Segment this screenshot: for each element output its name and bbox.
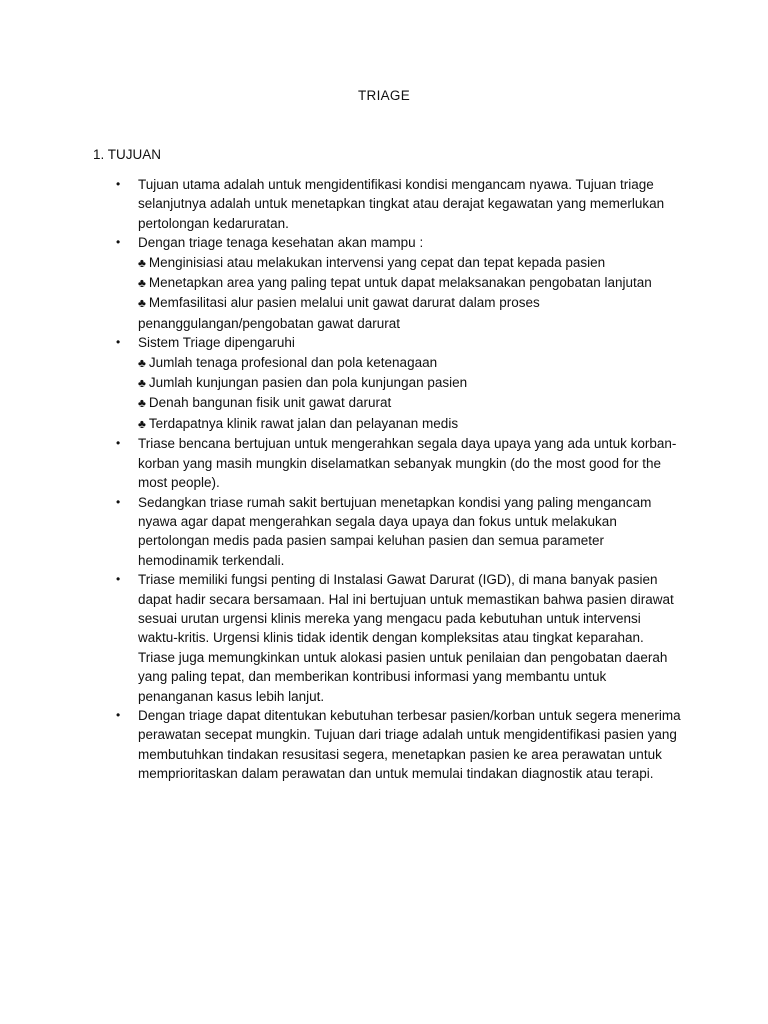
bullet-icon: •	[116, 335, 121, 350]
list-item-text: Dengan triage tenaga kesehatan akan mampu :	[138, 235, 424, 251]
sub-item-text: Menetapkan area yang paling tepat untuk dapat melaksanakan pengobatan lanjutan	[148, 275, 652, 291]
list-item-text: Tujuan utama adalah untuk mengidentifikasi kondisi mengancam nyawa. Tujuan triage selanjutnya adalah untuk menetapkan tingkat atau derajat kegawatan yang memerlukan pertolongan kedaruratan.	[138, 177, 665, 231]
list-item	[93, 333, 683, 434]
sub-item-text: Jumlah kunjungan pasien dan pola kunjungan pasien	[148, 375, 468, 391]
list-item-text: Sedangkan triase rumah sakit bertujuan menetapkan kondisi yang paling mengancam nyawa agar dapat mengerahkan segala daya upaya dan fokus untuk melakukan pertolongan medis pada pasien sampai keluhan pasien dan semua parameter hemodinamik terkendali.	[138, 494, 652, 568]
sub-item-text: Denah bangunan fisik unit gawat darurat	[148, 395, 392, 411]
page-title: TRIAGE	[357, 88, 411, 103]
club-icon: ♣	[138, 276, 146, 291]
sub-item-text: Memfasilitasi alur pasien melalui unit gawat darurat dalam proses penanggulangan/pengobatan gawat darurat	[138, 295, 540, 331]
bullet-icon: •	[116, 707, 121, 722]
section-heading: 1. TUJUAN	[93, 147, 162, 162]
bullet-icon: •	[116, 572, 121, 587]
bullet-icon: •	[116, 177, 121, 191]
list-item-text: Triase bencana bertujuan untuk mengerahkan segala daya upaya yang ada untuk korban-korban yang masih mungkin diselamatkan sebanyak mungkin (do the most good for the most people).	[138, 436, 677, 491]
sub-item	[138, 273, 683, 293]
sub-item	[138, 293, 683, 333]
club-icon: ♣	[138, 255, 146, 270]
sub-item	[138, 393, 683, 413]
list-item	[93, 434, 683, 492]
club-icon: ♣	[138, 396, 146, 411]
list-item	[93, 570, 683, 706]
club-icon: ♣	[138, 296, 146, 311]
sub-item-text: Menginisiasi atau melakukan intervensi yang cepat dan tepat kepada pasien	[148, 254, 606, 270]
list-item-text: Triase memiliki fungsi penting di Instalasi Gawat Darurat (IGD), di mana banyak pasien dapat hadir secara bersamaan. Hal ini bertujuan untuk memastikan bahwa pasien dirawat sesuai urutan urgensi klinis mereka yang mengacu pada kebutuhan untuk intervensi waktu-kritis. Urgensi klinis tidak identik dengan kompleksitas atau tingkat keparahan. Triase juga memungkinkan untuk alokasi pasien untuk penilaian dan pengobatan daerah yang paling tepat, dan memberikan kontribusi informasi yang membantu untuk penanganan kasus lebih lanjut.	[138, 572, 674, 704]
bullet-icon: •	[116, 436, 121, 451]
sub-item-text: Jumlah tenaga profesional dan pola ketenagaan	[148, 354, 438, 370]
bullet-icon: •	[116, 494, 121, 509]
bullet-list	[93, 175, 683, 784]
list-item	[93, 493, 683, 571]
sub-item	[138, 353, 683, 373]
bullet-icon: •	[116, 235, 121, 250]
club-icon: ♣	[138, 355, 146, 370]
list-item	[93, 706, 683, 784]
sub-item-text: Terdapatnya klinik rawat jalan dan pelayanan medis	[148, 415, 459, 431]
list-item	[93, 175, 683, 233]
list-item-text: Dengan triage dapat ditentukan kebutuhan terbesar pasien/korban untuk segera menerima perawatan secepat mungkin. Tujuan dari triage adalah untuk mengidentifikasi pasien yang membutuhkan tindakan resusitasi segera, menetapkan pasien ke area perawatan untuk memprioritaskan dalam perawatan dan untuk memulai tindakan diagnostik atau terapi.	[138, 707, 681, 782]
sub-item	[138, 414, 683, 434]
sub-item	[138, 373, 683, 393]
club-icon: ♣	[138, 376, 146, 391]
club-icon: ♣	[138, 416, 146, 431]
sub-item	[138, 253, 683, 273]
list-item-text: Sistem Triage dipengaruhi	[138, 335, 295, 351]
list-item	[93, 233, 683, 333]
